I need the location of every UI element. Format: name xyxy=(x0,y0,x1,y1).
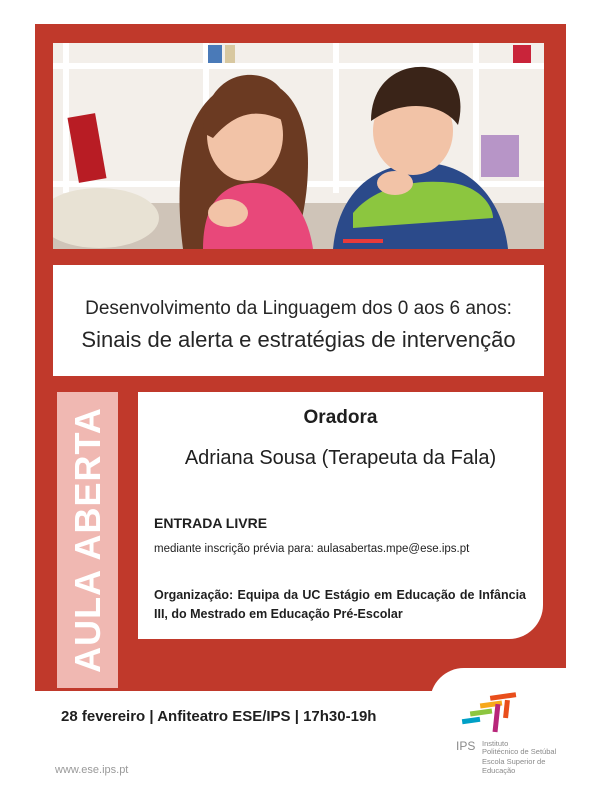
entry-label: ENTRADA LIVRE xyxy=(154,515,268,531)
logo-line-4: Educação xyxy=(482,766,516,775)
ips-logo xyxy=(446,690,566,780)
title-box xyxy=(53,265,544,376)
logo-line-1: Instituto xyxy=(482,739,509,748)
registration-text: mediante inscrição prévia para: aulasabertas.mpe@ese.ips.pt xyxy=(154,543,470,555)
logo-line-2: Politécnico de Setúbal xyxy=(482,747,557,756)
side-banner-text: AULA ABERTA xyxy=(66,407,108,673)
side-banner xyxy=(57,392,118,688)
speaker-name: Adriana Sousa (Terapeuta da Fala) xyxy=(184,447,497,469)
logo-line-3: Escola Superior de xyxy=(482,757,546,766)
title-line-2: Sinais de alerta e estratégias de intervenção xyxy=(81,327,516,352)
website-link[interactable]: www.ese.ips.pt xyxy=(55,764,129,776)
ips-logo-icon xyxy=(460,692,520,736)
info-box xyxy=(138,392,543,639)
title-line-1: Desenvolvimento da Linguagem dos 0 aos 6 anos: xyxy=(85,298,512,319)
logo-abbr: IPS xyxy=(456,739,476,753)
children-photo xyxy=(53,43,544,249)
organization-text: Organização: Equipa da UC Estágio em Educação de Infância III, do Mestrado em Educação Pré-Escolar xyxy=(154,588,526,621)
event-details: 28 fevereiro | Anfiteatro ESE/IPS | 17h30-19h xyxy=(61,708,377,725)
speaker-heading: Oradora xyxy=(303,407,378,428)
